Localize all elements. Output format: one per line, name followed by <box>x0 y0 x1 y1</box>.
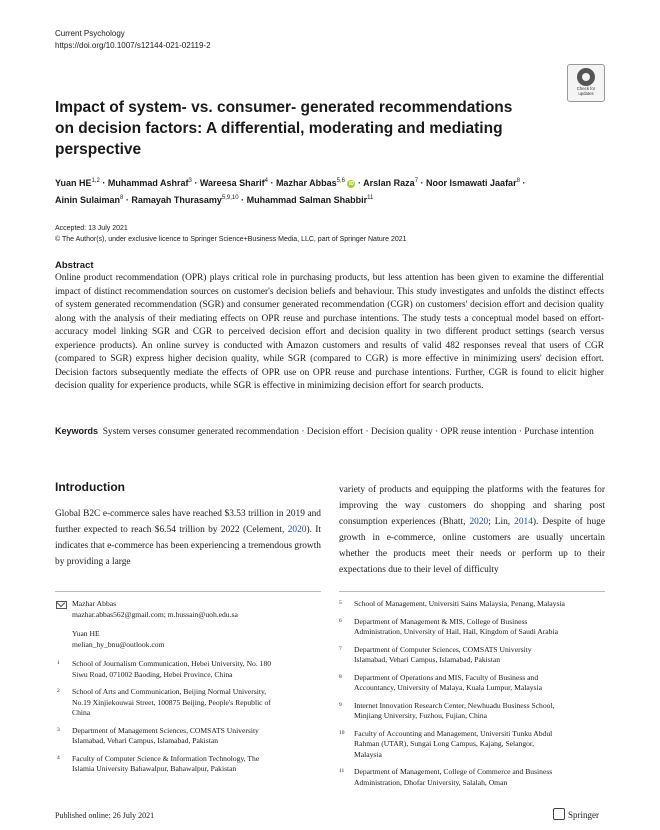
footnote-line: Mazhar Abbas <box>72 599 117 608</box>
footnote-line: Islamabad, Vehari Campus, Islamabad, Pakistan <box>72 736 219 745</box>
author-affiliation-sup: 8 <box>120 195 124 201</box>
footnote-line: Department of Computer Sciences, COMSATS University <box>354 644 532 654</box>
footnote-number: 5 <box>339 600 342 606</box>
footnote-line: No.19 Xinjiekouwai Street, 100875 Beijing, People's Republic of <box>72 697 271 707</box>
citation-link[interactable]: 2020 <box>469 517 489 527</box>
footnote-line: Department of Management, College of Commerce and Business <box>354 767 553 776</box>
author-name[interactable]: Muhammad Salman Shabbir <box>246 195 368 205</box>
affiliation-footnote <box>339 616 604 638</box>
author-name[interactable]: Noor Ismawati Jaafar <box>426 178 517 188</box>
author-affiliation-sup: 7 <box>414 178 419 184</box>
footnote-number: 10 <box>339 729 345 736</box>
author-affiliation-sup: 11 <box>367 195 374 201</box>
author-affiliation-sup: 5,9,10 <box>221 195 239 201</box>
footnote-line[interactable]: mazhar.abbas562@gmail.com; m.hussain@uoh.edu.sa <box>72 609 238 619</box>
email-icon <box>56 601 67 609</box>
author-name[interactable]: Muhammad Ashraf <box>107 178 189 188</box>
author-affiliation-sup: 4 <box>264 178 268 184</box>
footnote-line: Department of Management & MIS, College of Business <box>354 616 528 626</box>
footnote-rule-left <box>55 591 321 592</box>
orcid-icon[interactable]: iD <box>348 180 354 187</box>
footnote-line: Islamia University Bahawalpur, Bahawalpur, Pakistan <box>72 764 237 773</box>
affiliation-footnote <box>339 644 604 666</box>
footnote-line: Administration, Dhofar University, Salalah, Oman <box>354 777 508 787</box>
article-title: Impact of system- vs. consumer- generated recommendations on decision factors: A differential, moderating and mediating perspective <box>55 99 513 158</box>
footnote-number: 9 <box>339 701 342 708</box>
footnote-line: Faculty of Accounting and Management, Universiti Tunku Abdul <box>354 728 553 738</box>
affiliation-footnote <box>339 728 604 761</box>
footnote-line: Accountancy, University of Malaya, Kuala Lumpur, Malaysia <box>354 683 542 692</box>
footnote-line: Department of Operations and MIS, Faculty of Business and <box>354 672 539 682</box>
affiliation-footnote <box>339 767 604 788</box>
crossmark-icon <box>577 68 595 86</box>
footnote-line: Internet Innovation Research Center, Newhuadu Business School, <box>354 700 555 710</box>
intro-column-right: variety of products and equipping the platforms with the features for improving the way customers do shopping and sharing post consumption experiences (Bhatt, 2020; Lin, 2014). Despite of huge growth in e-commerce, online customers are usually uncertain whether the products meet their needs or perform up to their expectations due to their level of difficulty <box>339 485 605 575</box>
keywords-heading: Keywords <box>55 426 99 436</box>
affiliation-footnote <box>57 753 322 775</box>
footnote-line: Malaysia <box>354 749 382 759</box>
footnote-number: 11 <box>339 768 345 774</box>
keywords <box>55 425 604 440</box>
footnote-number: 6 <box>339 617 342 624</box>
footnote-number: 3 <box>57 726 60 733</box>
footnote-number: 7 <box>339 645 342 652</box>
footnote-rule-right <box>339 591 605 592</box>
footnote-line[interactable]: melian_hy_bnu@outlook.com <box>72 639 165 649</box>
footnote-line: School of Journalism Communication, Hebei University, No. 180 <box>72 659 272 668</box>
affiliation-footnote <box>339 599 604 610</box>
footnote-line: Islamabad, Vehari Campus, Islamabad, Pakistan <box>354 655 501 664</box>
footnote-line: Siwu Road, 071002 Baoding, Hebei Province, China <box>72 669 233 679</box>
affiliation-footnote <box>339 700 604 722</box>
affiliation-footnote <box>57 659 322 680</box>
correspondence-footnote <box>72 599 322 620</box>
footnote-line: Yuan HE <box>72 629 100 638</box>
journal-header <box>55 28 211 52</box>
footnote-number: 1 <box>57 660 60 666</box>
author-name[interactable]: Yuan HE <box>55 178 92 188</box>
author-name[interactable]: Ramayah Thurasamy <box>131 195 222 205</box>
author-name[interactable]: Mazhar Abbas <box>275 178 337 188</box>
author-name[interactable]: Ainin Sulaiman <box>55 195 121 205</box>
accepted-date: Accepted: 13 July 2021 <box>55 225 128 232</box>
author-affiliation-sup: 3 <box>188 178 192 184</box>
citation-link[interactable]: 2020 <box>287 525 307 535</box>
publisher-logo: Springer <box>553 808 599 820</box>
doi-link[interactable]: https://doi.org/10.1007/s12144-021-02119-2 <box>55 41 211 50</box>
keywords-list: System verses consumer generated recommendation · Decision effort · Decision quality · OPR reuse intention · Purchase intention <box>102 427 594 437</box>
affiliation-footnote <box>57 725 322 747</box>
introduction-heading: Introduction <box>55 480 125 494</box>
article-dates <box>55 223 407 245</box>
footnote-number: 2 <box>57 688 60 694</box>
footnote-line: Department of Management Sciences, COMSATS University <box>72 725 259 735</box>
abstract-text: Online product recommendation (OPR) plays critical role in purchasing products, but less attention has been given to examine the differential impact of distinct recommendation sources on customer's decision beliefs and behaviour. This study investigates and unfolds the distinct effects of system generated recommendation (SGR) and consumer generated recommendation (CGR) on customers' decision effort and decision quality along with the analysis of their mediating effects on OPR reuse and purchase intentions. The study tests a conceptual model based on effort-accuracy model linking SGR and CGR to perceived decision effort and decision quality in two different product settings (search versus experience products). An online survey is conducted with Amazon customers and results of valid 482 responses reveal that users of CGR (compared to SGR) express higher decision quality, while SGR (compared to CGR) is more effective in minimizing users' decision effort. Decision factors subsequently mediate the effects of OPR use on OPR reuse and purchase intentions. Further, CGR is found to elicit higher decision quality for experience products, while SGR is effective in minimizing decision effort for search products. <box>55 273 604 391</box>
published-date: Published online: 26 July 2021 <box>55 811 155 820</box>
copyright-line: © The Author(s), under exclusive licence to Springer Science+Business Media, LLC, part of Springer Nature 2021 <box>55 236 407 243</box>
footnote-line: Administration, University of Hail, Hail, Kingdom of Saudi Arabia <box>354 627 558 636</box>
author-list: Yuan HE$^{1,2}$ · Muhammad Ashraf$^3$ · Wareesa Sharif$^4$ · Mazhar Abbas$^{5,6}$ iD · Arslan Raza$^7$ · Noor Ismawati Jaafar$^8$ · Ainin Sulaiman$^8$ · Ramayah Thurasamy$^{5,9,10}$ · Muhammad Salman Shabbir$^{11}$ <box>55 178 526 205</box>
footnote-line: Faculty of Computer Science & Information Technology, The <box>72 753 260 763</box>
footnote-number: 4 <box>57 754 60 761</box>
affiliation-footnote <box>57 687 322 719</box>
footnote-line: School of Arts and Communication, Beijing Normal University, <box>72 687 267 696</box>
author-name[interactable]: Wareesa Sharif <box>199 178 265 188</box>
intro-column-left: Global B2C e-commerce sales have reached $3.53 trillion in 2019 and further expected to reach $6.54 trillion by 2022 (Celement, 2020). It indicates that e-commerce has been experiencing a tremendous growth by providing a large <box>55 509 321 567</box>
author-name[interactable]: Arslan Raza <box>363 178 415 188</box>
check-for-updates-badge[interactable]: Check for updates <box>567 64 605 102</box>
affiliation-footnote <box>339 672 604 694</box>
correspondence-footnote <box>72 629 322 650</box>
author-affiliation-sup: 1,2 <box>91 178 100 184</box>
springer-horse-icon <box>553 808 565 820</box>
journal-name: Current Psychology <box>55 29 125 38</box>
footnote-number: 8 <box>339 673 342 680</box>
author-affiliation-sup: 8 <box>516 178 520 184</box>
footnote-line: School of Management, Universiti Sains Malaysia, Penang, Malaysia <box>354 599 565 608</box>
abstract-heading: Abstract <box>55 260 94 271</box>
footnote-line: Rahman (UTAR), Sungai Long Campus, Kajang, Selangor, <box>354 739 535 748</box>
footnote-line: China <box>72 708 91 717</box>
footnote-line: Minjiang University, Fuzhou, Fujian, China <box>354 711 488 720</box>
citation-link[interactable]: 2014 <box>514 517 533 527</box>
author-affiliation-sup: 5,6 <box>336 178 345 184</box>
